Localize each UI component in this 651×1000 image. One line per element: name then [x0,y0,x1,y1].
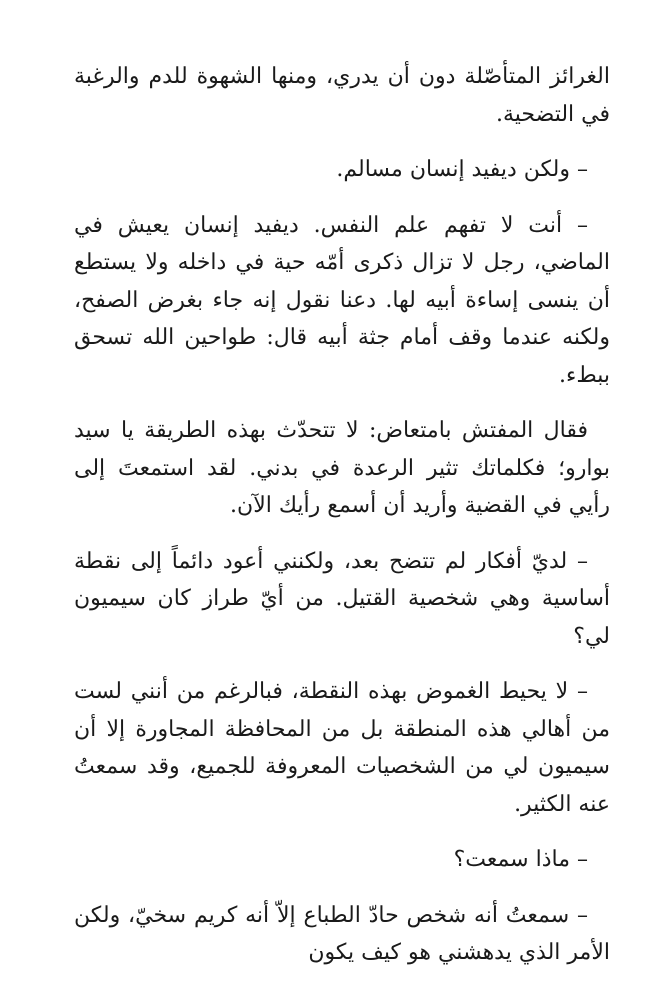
paragraph-2: – ولكن ديفيد إنسان مسالم. [336,157,588,182]
paragraph-6: – لا يحيط الغموض بهذه النقطة، فبالرغم من أنني لست من أهالي هذه المنطقة بل من المحافظة المجاورة إلا أن سيميون لي من الشخصيات المعروفة للجميع، وقد سمعتُ عنه الكثير. [74,679,610,817]
paragraph-1: الغرائز المتأصّلة دون أن يدري، ومنها الشهوة للدم والرغبة في التضحية. [74,64,610,127]
paragraph-8: – سمعتُ أنه شخص حادّ الطباع إلاّ أنه كريم سخيّ، ولكن الأمر الذي يدهشني هو كيف يكون [74,902,610,965]
book-page [74,58,610,990]
paragraph-4: فقال المفتش بامتعاض: لا تتحدّث بهذه الطريقة يا سيد بوارو؛ فكلماتك تثير الرعدة في بدني. لقد استمعتَ إلى رأيي في القضية وأريد أن أسمع رأيك الآن. [74,418,610,518]
paragraph-7: – ماذا سمعت؟ [453,847,588,872]
paragraph-5: – لديّ أفكار لم تتضح بعد، ولكنني أعود دائماً إلى نقطة أساسية وهي شخصية القتيل. من أيّ طراز كان سيميون لي؟ [74,548,610,649]
paragraph-3: – أنت لا تفهم علم النفس. ديفيد إنسان يعيش في الماضي، رجل لا تزال ذكرى أمّه حية في داخله ولا يستطع أن ينسى إساءة أبيه لها. دعنا نقول إنه جاء بغرض الصفح، ولكنه عندما وقف أمام جثة أبيه قال: طواحين الله تسحق ببطء. [74,212,610,388]
